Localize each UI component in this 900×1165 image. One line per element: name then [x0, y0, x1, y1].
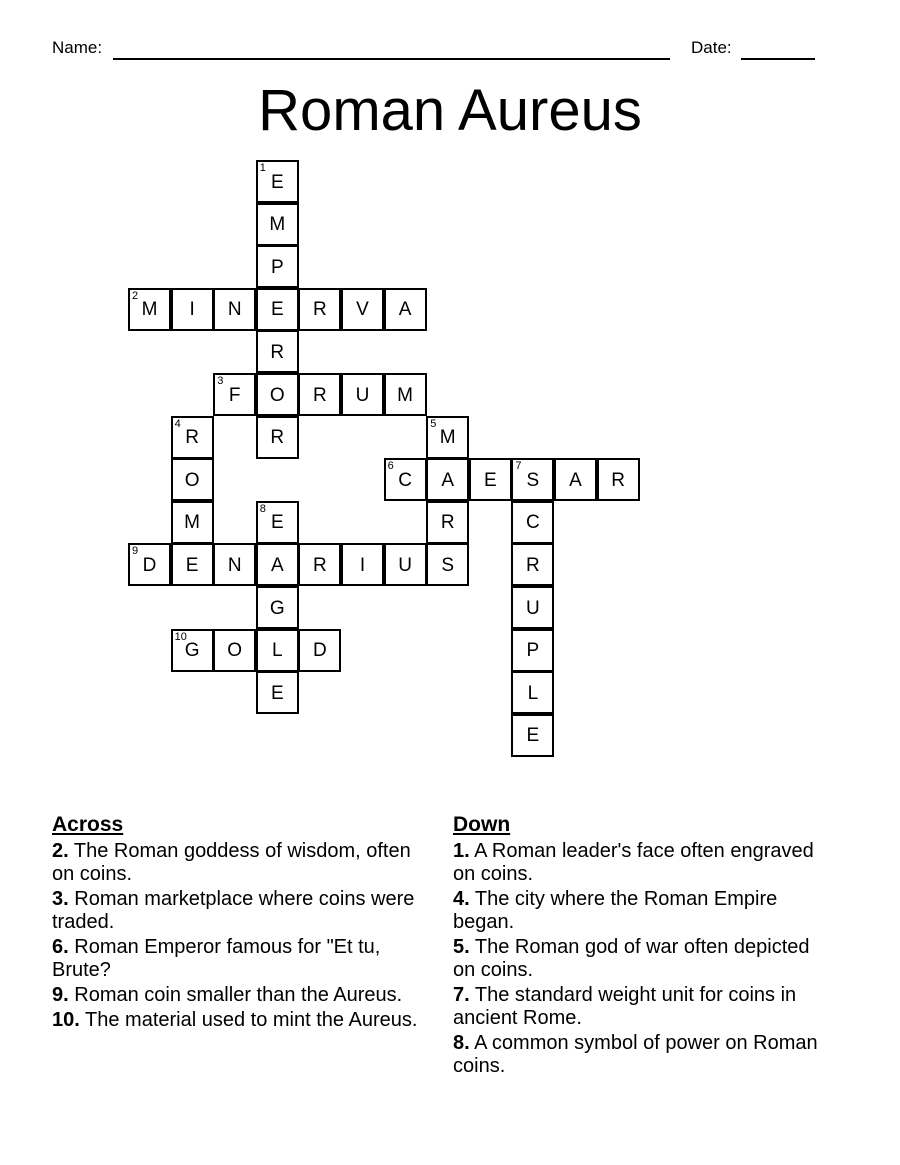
grid-cell[interactable]	[426, 543, 469, 586]
across-clues	[52, 812, 432, 1034]
clue-text: A Roman leader's face often engraved on coins.	[453, 840, 814, 885]
down-clues	[453, 812, 833, 1080]
clue-number: 5.	[453, 936, 470, 958]
cell-letter: L	[272, 640, 283, 662]
cell-letter: U	[398, 554, 412, 576]
cell-letter: N	[227, 299, 242, 321]
cell-letter: C	[398, 469, 412, 491]
cell-letter: R	[313, 299, 327, 321]
grid-cell[interactable]	[256, 373, 299, 416]
clue-text: The material used to mint the Aureus.	[85, 1009, 418, 1031]
date-label: Date:	[691, 38, 732, 57]
cell-letter: N	[227, 554, 242, 576]
cell-number: 5	[430, 417, 437, 430]
grid-cell[interactable]	[511, 714, 554, 757]
down-clue	[453, 840, 833, 886]
cell-letter: U	[526, 597, 540, 619]
cell-number: 9	[132, 545, 139, 558]
cell-letter: E	[270, 682, 284, 704]
cell-letter: M	[141, 299, 158, 321]
grid-cell[interactable]	[511, 458, 554, 501]
clue-text: The city where the Roman Empire began.	[453, 888, 778, 933]
grid-cell[interactable]	[256, 501, 299, 544]
clue-number: 7.	[453, 984, 470, 1006]
clue-number: 8.	[453, 1032, 470, 1054]
cell-letter: O	[184, 469, 200, 491]
cell-letter: E	[185, 554, 199, 576]
cell-letter: M	[184, 512, 200, 534]
clue-text: Roman Emperor famous for "Et tu, Brute?	[52, 936, 381, 981]
grid-cell[interactable]	[298, 288, 341, 331]
cell-number: 8	[259, 502, 266, 515]
cell-letter: D	[313, 640, 327, 662]
cell-letter: P	[270, 256, 284, 278]
grid-cell[interactable]	[341, 543, 384, 586]
grid-cell[interactable]	[298, 373, 341, 416]
grid-cell[interactable]	[256, 330, 299, 373]
grid-cell[interactable]	[171, 458, 214, 501]
cell-letter: A	[398, 299, 412, 321]
grid-cell[interactable]	[213, 288, 256, 331]
clue-text: A common symbol of power on Roman coins.	[453, 1032, 818, 1077]
cell-letter: O	[227, 640, 243, 662]
clue-text: Roman marketplace where coins were traded.	[52, 888, 415, 933]
cell-letter: S	[441, 554, 455, 576]
clue-number: 2.	[52, 840, 69, 862]
grid-cell[interactable]	[171, 629, 214, 672]
grid-cell[interactable]	[384, 458, 427, 501]
grid-cell[interactable]	[256, 160, 299, 203]
grid-cell[interactable]	[256, 416, 299, 459]
grid-cell[interactable]	[597, 458, 640, 501]
down-clue	[453, 888, 833, 934]
cell-letter: E	[270, 171, 284, 193]
cell-letter: C	[526, 512, 540, 534]
across-clue	[52, 840, 432, 886]
cell-letter: R	[270, 341, 285, 363]
grid-cell[interactable]	[469, 458, 512, 501]
down-clue	[453, 936, 833, 982]
cell-letter: F	[228, 384, 241, 406]
cell-letter: A	[270, 554, 284, 576]
cell-letter: A	[441, 469, 455, 491]
grid-cell[interactable]	[298, 543, 341, 586]
cell-letter: G	[184, 640, 200, 662]
grid-cell[interactable]	[213, 629, 256, 672]
grid-cell[interactable]	[256, 671, 299, 714]
cell-letter: E	[270, 299, 284, 321]
grid-cell[interactable]	[171, 543, 214, 586]
down-clue	[453, 1032, 833, 1078]
grid-cell[interactable]	[171, 416, 214, 459]
page-title: Roman Aureus	[258, 78, 642, 143]
grid-cell[interactable]	[341, 288, 384, 331]
cell-letter: R	[313, 554, 327, 576]
clue-text: Roman coin smaller than the Aureus.	[74, 984, 403, 1006]
clue-number: 6.	[52, 936, 69, 958]
grid-cell[interactable]	[256, 245, 299, 288]
grid-cell[interactable]	[213, 543, 256, 586]
cell-number: 2	[132, 289, 139, 302]
grid-cell[interactable]	[511, 543, 554, 586]
grid-cell[interactable]	[171, 501, 214, 544]
cell-letter: R	[313, 384, 327, 406]
grid-cell[interactable]	[426, 458, 469, 501]
cell-letter: E	[526, 725, 540, 747]
grid-cell[interactable]	[426, 416, 469, 459]
cell-letter: G	[269, 597, 285, 619]
grid-cell[interactable]	[511, 629, 554, 672]
cell-letter: V	[356, 299, 369, 321]
across-heading: Across	[52, 813, 124, 836]
grid-cell[interactable]	[341, 373, 384, 416]
across-clue	[52, 984, 432, 1007]
grid-cell[interactable]	[171, 288, 214, 331]
cell-letter: E	[483, 469, 497, 491]
grid-cell[interactable]	[554, 458, 597, 501]
grid-cell[interactable]	[511, 586, 554, 629]
down-heading: Down	[453, 813, 511, 836]
cell-letter: I	[189, 299, 195, 321]
down-clue	[453, 984, 833, 1030]
grid-cell[interactable]	[426, 501, 469, 544]
grid-cell[interactable]	[128, 288, 171, 331]
cell-number: 7	[515, 460, 522, 473]
cell-number: 4	[174, 417, 181, 430]
grid-cell[interactable]	[298, 629, 341, 672]
grid-cell[interactable]	[128, 543, 171, 586]
clue-number: 9.	[52, 984, 69, 1006]
clue-text: The standard weight unit for coins in ancient Rome.	[453, 984, 797, 1029]
cell-letter: R	[185, 427, 199, 449]
cell-letter: M	[269, 214, 286, 236]
grid-cell[interactable]	[384, 288, 427, 331]
cell-letter: R	[611, 469, 625, 491]
clue-number: 3.	[52, 888, 69, 910]
clue-number: 1.	[453, 840, 470, 862]
clue-number: 4.	[453, 888, 470, 910]
cell-letter: L	[527, 682, 539, 704]
clue-text: The Roman goddess of wisdom, often on coins.	[52, 840, 411, 885]
across-clue	[52, 936, 432, 982]
cell-letter: R	[526, 554, 540, 576]
cell-letter: M	[397, 384, 413, 406]
grid-cell[interactable]	[213, 373, 256, 416]
cell-letter: R	[270, 427, 285, 449]
cell-letter: U	[355, 384, 370, 406]
cell-letter: S	[526, 469, 540, 491]
cell-number: 1	[259, 162, 266, 174]
across-clue	[52, 1009, 432, 1032]
grid-cell[interactable]	[384, 373, 427, 416]
grid-cell[interactable]	[256, 586, 299, 629]
cell-letter: R	[440, 512, 455, 534]
cell-number: 10	[174, 630, 187, 643]
grid-cell[interactable]	[256, 288, 299, 331]
across-clue	[52, 888, 432, 934]
cell-number: 3	[217, 375, 224, 387]
cell-letter: D	[142, 554, 157, 576]
cell-letter: A	[569, 469, 582, 491]
grid-cell[interactable]	[511, 501, 554, 544]
grid-cell[interactable]	[256, 629, 299, 672]
clue-number: 10.	[52, 1009, 80, 1031]
name-label: Name:	[52, 38, 103, 57]
grid-cell[interactable]	[511, 671, 554, 714]
cell-letter: I	[359, 554, 366, 576]
cell-letter: E	[270, 512, 284, 534]
cell-letter: P	[526, 640, 540, 662]
grid-cell[interactable]	[256, 203, 299, 246]
clue-text: The Roman god of war often depicted on coins.	[453, 936, 810, 981]
cell-number: 6	[387, 460, 394, 473]
grid-cell[interactable]	[384, 543, 427, 586]
cell-letter: O	[269, 384, 285, 406]
grid-cell[interactable]	[256, 543, 299, 586]
cell-letter: M	[439, 427, 456, 449]
